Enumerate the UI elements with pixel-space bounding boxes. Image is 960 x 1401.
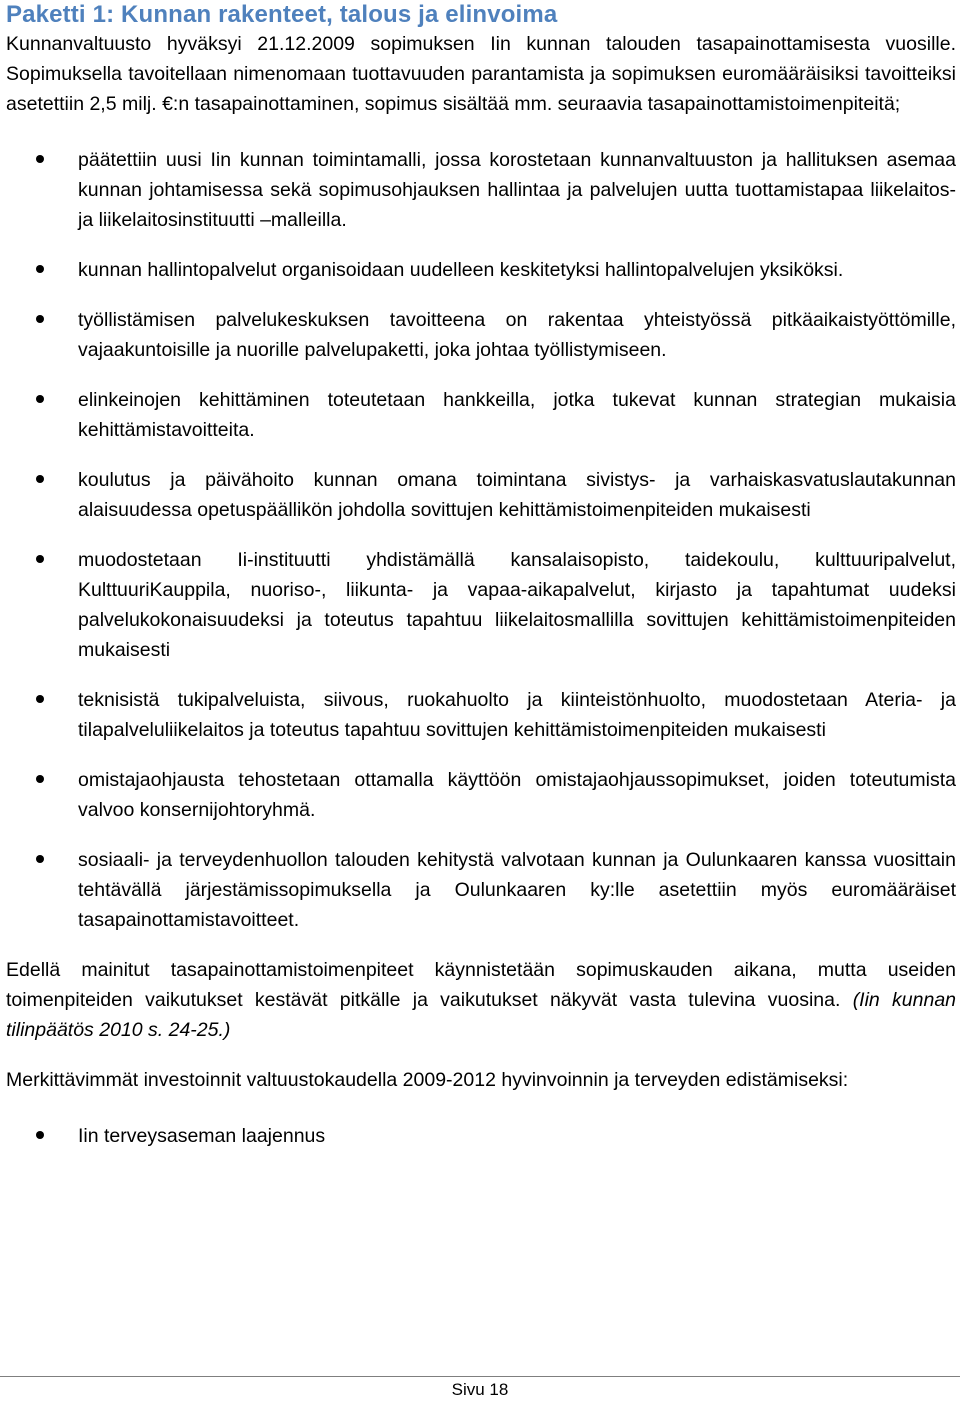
bullet-icon (36, 855, 44, 863)
section-heading: Paketti 1: Kunnan rakenteet, talous ja elinvoima (6, 1, 558, 28)
bullet-icon (36, 395, 44, 403)
list-item (6, 845, 956, 935)
list-item-text: koulutus ja päivähoito kunnan omana toimintana sivistys- ja varhaiskasvatuslautakunnan alaisuudessa opetuspäällikön johdolla sovittujen kehittämistoimenpiteiden mukaisesti (78, 469, 956, 521)
list-item-text: työllistämisen palvelukeskuksen tavoitteena on rakentaa yhteistyössä pitkäaikaistyöttömille, vajaakuntoisille ja nuorille palvelupaketti, joka johtaa työllistymiseen. (78, 309, 956, 361)
list-item (6, 685, 956, 745)
closing-paragraph (6, 955, 956, 1045)
investments-list (6, 1121, 956, 1151)
measures-list (6, 145, 956, 935)
list-item-text: kunnan hallintopalvelut organisoidaan uudelleen keskitetyksi hallintopalvelujen yksiköksi. (78, 259, 844, 281)
page-footer (0, 1376, 960, 1401)
page-number: Sivu 18 (451, 1380, 509, 1399)
list-item-text: omistajaohjausta tehostetaan ottamalla käyttöön omistajaohjaussopimukset, joiden toteutumista valvoo konsernijohtoryhmä. (78, 769, 956, 821)
closing-text: Edellä mainitut tasapainottamistoimenpiteet käynnistetään sopimuskauden aikana, mutta useiden toimenpiteiden vaikutukset kestävät pitkälle ja vaikutukset näkyvät vasta tulevina vuosina. (6, 959, 956, 1011)
list-item (6, 465, 956, 525)
list-item-text: teknisistä tukipalveluista, siivous, ruokahuolto ja kiinteistönhuolto, muodostetaan Ateria- ja tilapalveluliikelaitos ja toteutus tapahtuu sovittujen kehittämistoimenpiteiden mukaisesti (78, 689, 956, 741)
list-item (6, 385, 956, 445)
list-item (6, 305, 956, 365)
list-item (6, 545, 956, 665)
bullet-icon (36, 555, 44, 563)
bullet-icon (36, 155, 44, 163)
document-page (6, 0, 956, 1171)
intro-paragraph: Kunnanvaltuusto hyväksyi 21.12.2009 sopimuksen Iin kunnan talouden tasapainottamisesta vuosille. Sopimuksella tavoitellaan nimenomaan tuottavuuden parantamista ja sopimuksen euromääräisiksi tavoitteiksi asetettiin 2,5 milj. €:n tasapainottaminen, sopimus sisältää mm. seuraavia tasapainottamistoimenpiteitä; (6, 33, 956, 115)
bullet-icon (36, 695, 44, 703)
investments-intro: Merkittävimmät investoinnit valtuustokaudella 2009-2012 hyvinvoinnin ja terveyden edistämiseksi: (6, 1069, 849, 1091)
list-item (6, 765, 956, 825)
list-item-text: Iin terveysaseman laajennus (78, 1125, 326, 1147)
bullet-icon (36, 315, 44, 323)
list-item (6, 145, 956, 235)
bullet-icon (36, 1131, 44, 1139)
bullet-icon (36, 775, 44, 783)
list-item (6, 1121, 956, 1151)
citation: (Iin kunnan tilinpäätös 2010 s. 24-25.) (6, 989, 957, 1041)
bullet-icon (36, 265, 44, 273)
list-item-text: elinkeinojen kehittäminen toteutetaan hankkeilla, jotka tukevat kunnan strategian mukaisia kehittämistavoitteita. (78, 389, 956, 441)
list-item (6, 255, 956, 285)
list-item-text: muodostetaan Ii-instituutti yhdistämällä kansalaisopisto, taidekoulu, kulttuuripalvelut, KulttuuriKauppila, nuoriso-, liikunta- ja vapaa-aikapalvelut, kirjasto ja tapahtumat uudeksi palvelukokonaisuudeksi ja toteutus tapahtuu liikelaitosmallilla sovittujen kehittämistoimenpiteiden mukaisesti (78, 549, 956, 661)
bullet-icon (36, 475, 44, 483)
list-item-text: päätettiin uusi Iin kunnan toimintamalli, jossa korostetaan kunnanvaltuuston ja hallituksen asemaa kunnan johtamisessa sekä sopimusohjauksen hallintaa ja palvelujen uutta tuottamistapaa liikelaitos- ja liikelaitosinstituutti –malleilla. (78, 149, 956, 231)
list-item-text: sosiaali- ja terveydenhuollon talouden kehitystä valvotaan kunnan ja Oulunkaaren kanssa vuosittain tehtävällä järjestämissopimuksella ja Oulunkaaren ky:lle asetettiin myös euromääräiset tasapainottamistavoitteet. (78, 849, 956, 931)
